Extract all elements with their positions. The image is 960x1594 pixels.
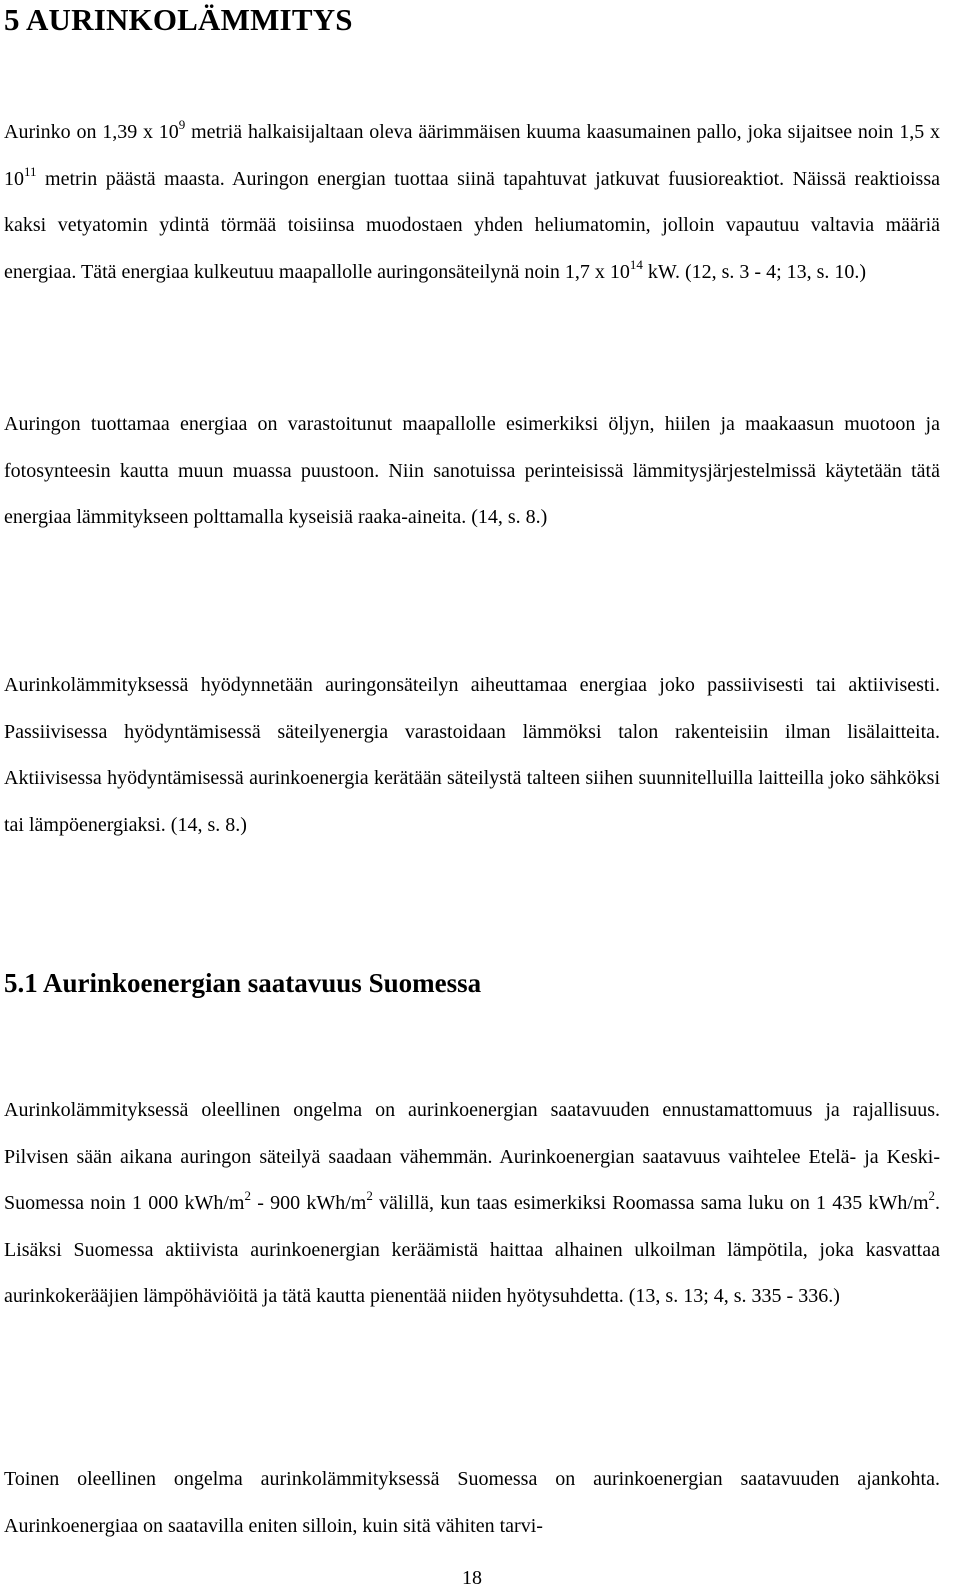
paragraph-text: Aurinko on 1,39 x 10 xyxy=(4,121,179,143)
exponent: 11 xyxy=(24,163,37,179)
paragraph-solar-heating: Aurinkolämmityksessä hyödynnetään auringonsäteilyn aiheuttamaa energiaa joko passiivisesti tai aktiivisesti. Passiivisessa hyödyntämisessä säteilyenergia varastoidaan lämmöksi talon rakenteisiin ilman lisälaitteita. Aktiivisessa hyödyntämisessä aurinkoenergia kerätään säteilystä talteen siihen suunnitelluilla laitteilla joko sähköksi tai lämpöenergiaksi. (14, s. 8.) xyxy=(4,674,940,836)
exponent: 9 xyxy=(178,117,186,132)
paragraph-text: kW. (12, s. 3 - 4; 13, s. 10.) xyxy=(642,260,867,283)
paragraph-text: - 900 kWh/m xyxy=(250,1192,367,1214)
section-title: 5.1 Aurinkoenergian saatavuus Suomessa xyxy=(4,968,482,998)
paragraph-timing: Toinen oleellinen ongelma aurinkolämmityksessä Suomessa on aurinkoenergian saatavuuden ajankohta. Aurinkoenergiaa on saatavilla eniten silloin, kuin sitä vähiten tarvi- xyxy=(4,1468,940,1537)
paragraph-sun-energy xyxy=(4,109,940,295)
exponent: 2 xyxy=(366,1188,373,1203)
paragraph-text: Aurinkolämmityksessä oleellinen ongelma on aurinkoenergian saatavuuden ennustamattomuus ja rajallisuus. Pilvisen sään aikana auringon säteilyä saadaan vähemmän. Aurinkoenergian saatavuus vaihtelee Etelä- ja Keski-Suomessa noin 1 000 kWh/m xyxy=(4,1099,940,1214)
paragraph-text: metrin päästä maasta. Auringon energian tuottaa siinä tapahtuvat jatkuvat fuusioreaktiot. Näissä reaktioissa kaksi vetyatomin ydintä törmää toisiinsa muodostaen yhden heliumatomin, jolloin vapautuu valtavia määriä energiaa. Tätä energiaa kulkeutuu maapallolle auringonsäteilynä noin 1,7 x 10 xyxy=(4,167,940,283)
exponent: 2 xyxy=(244,1188,251,1203)
chapter-title: 5 AURINKOLÄMMITYS xyxy=(4,2,353,37)
exponent: 14 xyxy=(629,256,643,272)
page-number: 18 xyxy=(462,1567,482,1589)
paragraph-text: välillä, kun taas esimerkiksi Roomassa sama luku on 1 435 kWh/m xyxy=(372,1192,929,1214)
paragraph-availability xyxy=(4,1087,940,1320)
paragraph-stored-energy: Auringon tuottamaa energiaa on varastoitunut maapallolle esimerkiksi öljyn, hiilen ja maakaasun muotoon ja fotosynteesin kautta muun muassa puustoon. Niin sanotuissa perinteisissä lämmitysjärjestelmissä käytetään tätä energiaa lämmitykseen polttamalla kyseisiä raaka-aineita. (14, s. 8.) xyxy=(4,413,940,528)
paragraph-text: . Lisäksi Suomessa aktiivista aurinkoenergian keräämistä haittaa alhainen ulkoilman lämpötila, joka kasvattaa aurinkokerääjien lämpöhäviöitä ja tätä kautta pienentää niiden hyötysuhdetta. (13, s. 13; 4, s. 335 - 336.) xyxy=(4,1192,941,1307)
exponent: 2 xyxy=(928,1188,936,1203)
paragraph-text: metriä halkaisijaltaan oleva äärimmäisen kuuma kaasumainen pallo, joka sijaitsee noin 1,5 x 10 xyxy=(4,121,940,190)
